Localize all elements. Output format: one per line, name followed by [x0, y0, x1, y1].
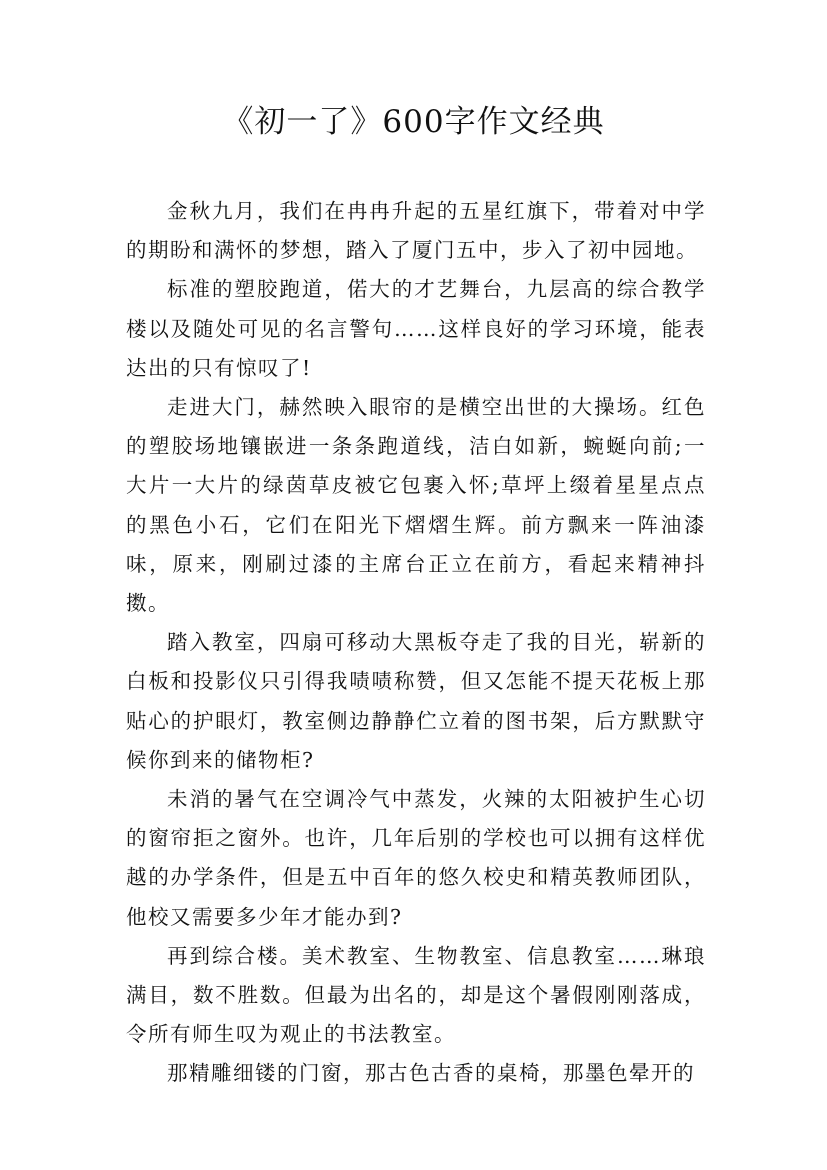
paragraph-2: 标准的塑胶跑道，偌大的才艺舞台，九层高的综合教学楼以及随处可见的名言警句……这样良好的学习环境，能表达出的只有惊叹了! [126, 277, 706, 380]
document-title: 《初一了》600字作文经典 [222, 104, 605, 140]
paragraph-5: 未消的暑气在空调冷气中蒸发，火辣的太阳被护生心切的窗帘拒之窗外。也许，几年后别的学校也可以拥有这样优越的办学条件，但是五中百年的悠久校史和精英教师团队，他校又需要多少年才能办到? [126, 787, 706, 929]
paragraph-4: 踏入教室，四扇可移动大黑板夺走了我的目光，崭新的白板和投影仪只引得我啧啧称赞，但又怎能不提天花板上那贴心的护眼灯，教室侧边静静伫立着的图书架，后方默默守候你到来的储物柜? [126, 630, 706, 772]
paragraph-7: 那精雕细镂的门窗，那古色古香的桌椅，那墨色晕开的 [167, 1061, 695, 1086]
document-body [126, 192, 706, 1094]
paragraph-6: 再到综合楼。美术教室、生物教室、信息教室……琳琅满目，数不胜数。但最为出名的，却是这个暑假刚刚落成，令所有师生叹为观止的书法教室。 [126, 943, 706, 1047]
paragraph-1: 金秋九月，我们在冉冉升起的五星红旗下，带着对中学的期盼和满怀的梦想，踏入了厦门五中，步入了初中园地。 [126, 199, 706, 263]
paragraph-3: 走进大门，赫然映入眼帘的是横空出世的大操场。红色的塑胶场地镶嵌进一条条跑道线，洁白如新，蜿蜒向前;一大片一大片的绿茵草皮被它包裹入怀;草坪上缀着星星点点的黑色小石，它们在阳光下熠熠生辉。前方飘来一阵油漆味，原来，刚刷过漆的主席台正立在前方，看起来精神抖擞。 [126, 395, 706, 616]
